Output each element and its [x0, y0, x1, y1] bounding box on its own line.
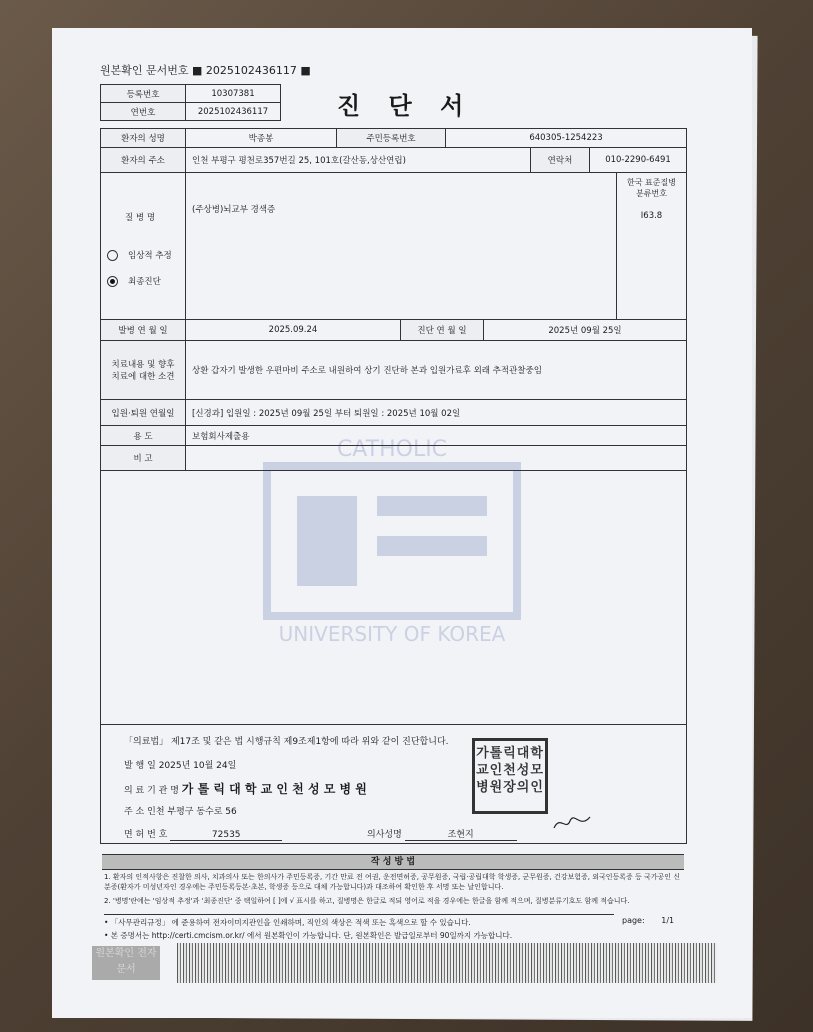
- institution-addr: 인천 부평구 동수로 56: [147, 807, 237, 817]
- svg-text:UNIVERSITY OF KOREA: UNIVERSITY OF KOREA: [278, 622, 506, 646]
- diagnosis-label: 질 병 명: [125, 213, 156, 223]
- box-icon: ■: [300, 64, 311, 77]
- watermark-block: [377, 536, 487, 556]
- diagnosis-label-cell: [100, 172, 186, 320]
- addr-label: 환자의 주소: [100, 147, 186, 173]
- radio-empty-icon[interactable]: [107, 250, 118, 261]
- note-verify: • 본 증명서는 http://certi.cmcism.or.kr/ 에서 원본확인이 가능합니다. 단, 원본확인은 발급일로부터 90일까지 가능합니다.: [104, 931, 513, 940]
- serial-value: 2025102436117: [185, 102, 281, 121]
- radio-checked-icon[interactable]: [107, 276, 118, 287]
- license-line: 면 허 번 호 72535: [124, 827, 282, 841]
- remarks-label: 비 고: [100, 445, 186, 471]
- diagnosis-text: (주상병)뇌교부 경색증: [185, 172, 617, 320]
- institution-line: 의 료 기 관 명 가 톨 릭 대 학 교 인 천 성 모 병 원: [124, 782, 367, 796]
- box-icon: ■: [192, 64, 206, 77]
- address-line: 주 소 인천 부평구 동수로 56: [124, 807, 237, 817]
- name-label: 환자의 성명: [100, 128, 186, 148]
- document-title: 진 단 서: [337, 92, 474, 120]
- phone-label: 연락처: [530, 147, 590, 173]
- university-watermark: [247, 426, 537, 656]
- law-statement: 「의료법」 제17조 및 같은 법 시행규칙 제9조제1항에 따라 위와 같이 진단합니다.: [124, 737, 449, 747]
- issue-date: 2025년 10월 24일: [158, 761, 237, 771]
- usage-text: 보험회사제출용: [185, 425, 687, 446]
- institution-name: 가 톨 릭 대 학 교 인 천 성 모 병 원: [181, 782, 367, 796]
- opt-final[interactable]: 최종진단: [107, 275, 161, 287]
- license-number: 72535: [170, 830, 282, 841]
- opt-clinical[interactable]: 임상적 추정: [107, 249, 172, 261]
- doc-number-label: 원본확인 문서번호: [100, 64, 189, 77]
- diag-date-label: 진단 연 월 일: [400, 319, 484, 341]
- code-value: I63.8: [640, 211, 663, 221]
- usage-label: 용 도: [100, 425, 186, 446]
- page-indicator: page: 1/1: [622, 916, 675, 925]
- patient-name: 박종봉: [185, 128, 337, 148]
- treatment-text: 상환 갑자기 발생한 우편마비 주소로 내원하여 상기 진단하 본과 입원가료후 외래 추적관찰중임: [185, 340, 687, 400]
- doctor-line: 의사성명 조현지: [367, 827, 517, 841]
- original-stamp: 원본확인 전자문서: [92, 946, 160, 980]
- doc-number: 2025102436117: [205, 64, 297, 77]
- admission-label: 입원·퇴원 연월일: [100, 399, 186, 426]
- onset-date: 2025.09.24: [185, 319, 401, 341]
- guide-item: 1. 환자의 인적사항은 진찰한 의사, 치과의사 또는 한의사가 주민등록증, 기간 만료 전 여권, 운전면허증, 공무원증, 국립·공립대학 학생증, 군무원증, 건강보험증, 외국인등록증 등 국가공인 신분증(환자가 미성년자인 경우에는 주민등록등본·초본, 학생증 등으로 대체 가능합니다)과 대조하여 확인한 후 서명 또는 날인합니다.: [104, 873, 681, 891]
- signature: [552, 813, 592, 833]
- onset-label: 발병 연 월 일: [100, 319, 186, 341]
- diag-date: 2025년 09월 25일: [483, 319, 687, 341]
- guide-item: 2. '병명'란에는 '임상적 추정'과 '최종진단' 중 택일하여 [ ]에 √ 표시를 하고, 질병명은 한글로 적되 영어로 적을 경우에는 한글을 함께 적으며, 질병분류기호도 함께 적습니다.: [104, 897, 630, 905]
- code-label: 한국 표준질병 분류번호: [627, 178, 676, 198]
- hospital-seal: 가톨릭대학 교인천성모 병원장의인: [472, 738, 548, 814]
- doc-number-line: [100, 62, 311, 78]
- treatment-label: 치료내용 및 향후 치료에 대한 소견: [100, 340, 186, 400]
- doctor-name: 조현지: [405, 827, 517, 841]
- issue-line: 발 행 일 2025년 10월 24일: [124, 761, 237, 771]
- svg-text:CATHOLIC: CATHOLIC: [336, 437, 448, 462]
- watermark-block: [297, 496, 357, 586]
- certificate-paper: [52, 28, 752, 1018]
- admission-text: [신경과] 입원일 : 2025년 09월 25일 부터 퇴원일 : 2025년 10월 02일: [185, 399, 687, 426]
- patient-phone: 010-2290-6491: [589, 147, 687, 173]
- guide-title: 작 성 방 법: [102, 854, 684, 870]
- rrn-label: 주민등록번호: [336, 128, 446, 148]
- patient-addr: 인천 부평구 평천로357번길 25, 101호(갈산동,상산연립): [185, 147, 531, 173]
- reg-label: 등록번호: [100, 84, 186, 103]
- serial-label: 연번호: [100, 102, 186, 121]
- diagnosis-code-cell: [616, 172, 687, 320]
- note-seal: • 「사무관리규정」 에 준용하여 전자이미지관인을 인쇄하며, 직인의 색상은 적색 또는 흑색으로 할 수 있습니다.: [104, 914, 614, 928]
- barcode: [177, 943, 717, 983]
- watermark-block: [377, 496, 487, 516]
- patient-rrn: 640305-1254223: [445, 128, 687, 148]
- reg-value: 10307381: [185, 84, 281, 103]
